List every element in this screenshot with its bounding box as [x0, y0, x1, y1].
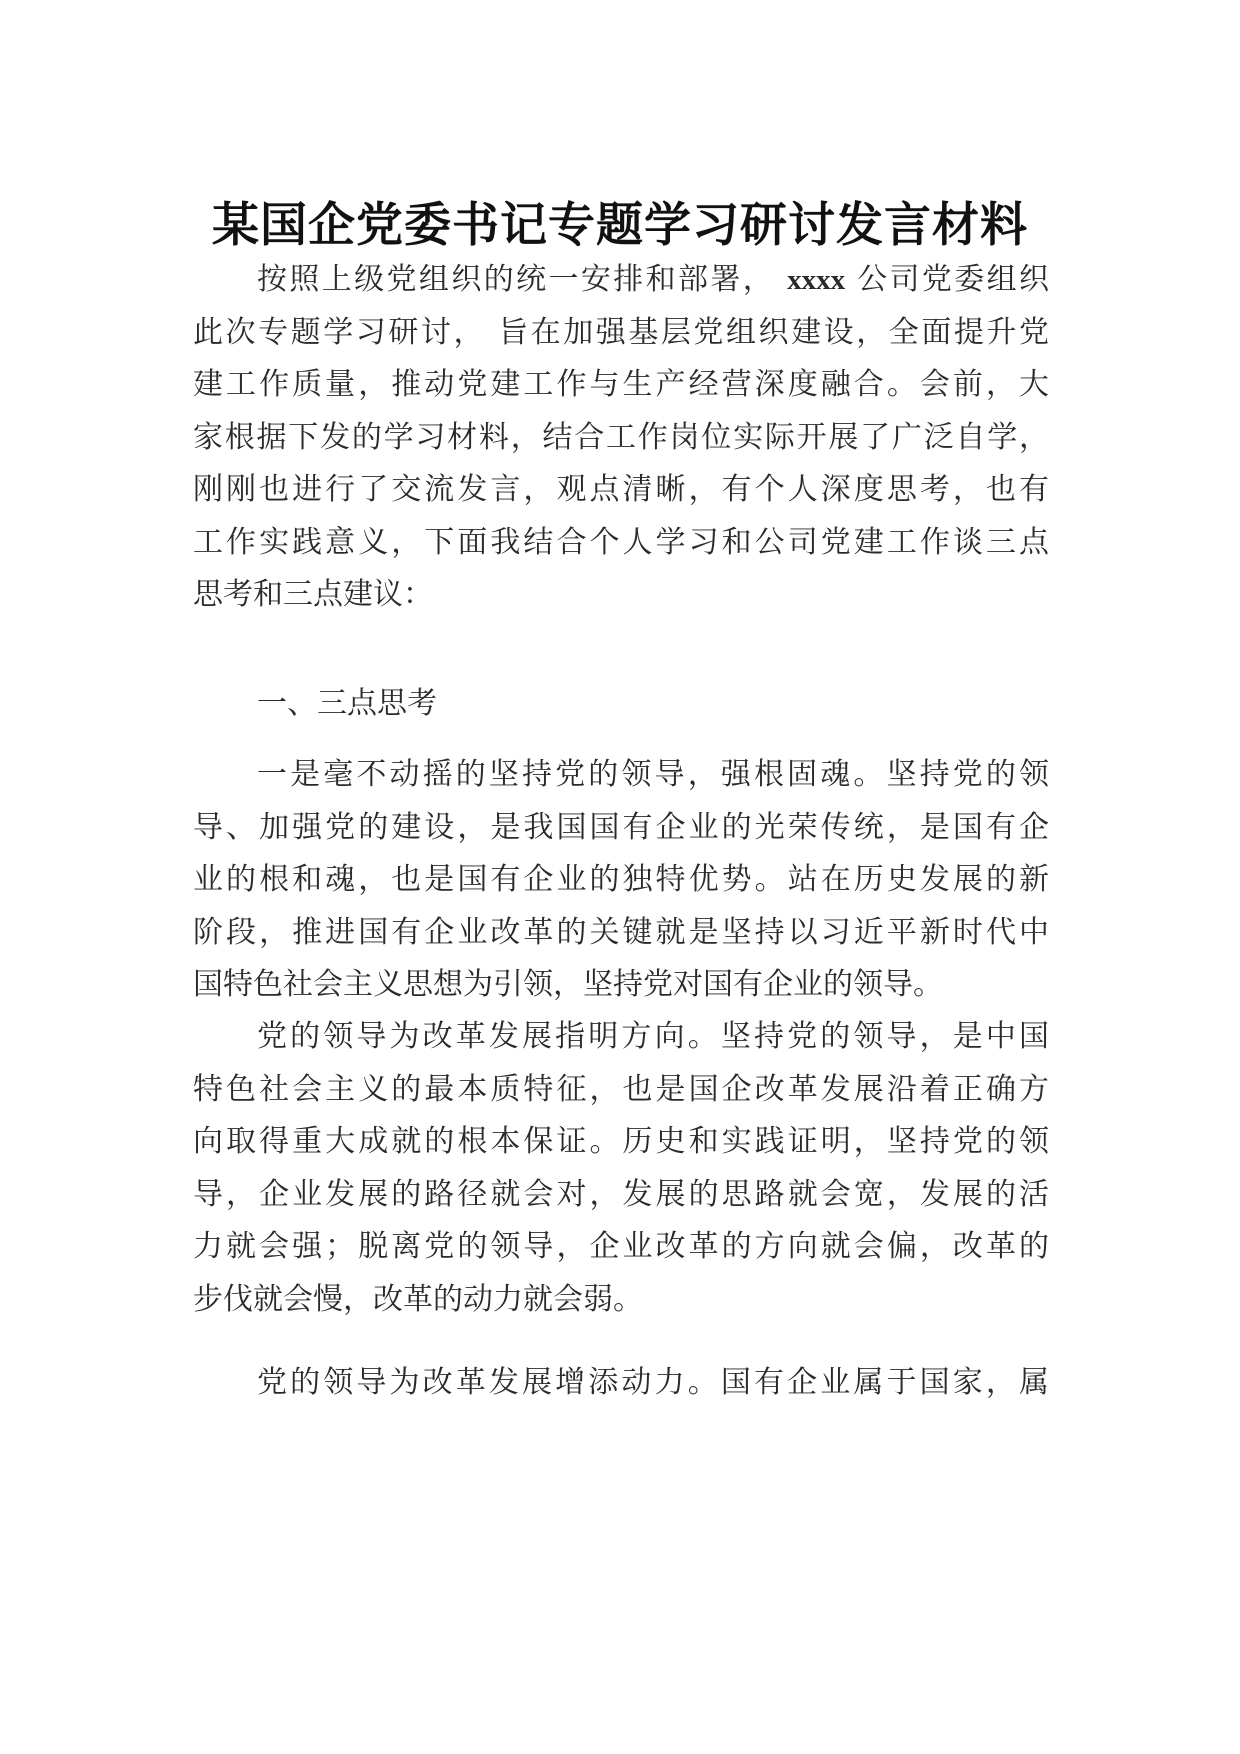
paragraph-line: 国特色社会主义思想为引领，坚持党对国有企业的领导。 — [193, 967, 943, 1002]
paragraph-line: 家根据下发的学习材料，结合工作岗位实际开展了广泛自学， — [193, 419, 1049, 455]
section-heading — [193, 678, 1049, 731]
paragraph-line: 导、加强党的建设，是我国国有企业的光荣传统，是国有企 — [193, 809, 1049, 845]
paragraph-line: 步伐就会慢，改革的动力就会弱。 — [193, 1281, 643, 1317]
section-heading-text: 一、三点思考 — [257, 686, 437, 721]
paragraph-line — [193, 254, 1049, 307]
paragraph-line: 此次专题学习研讨， 旨在加强基层党组织建设，全面提升党 — [193, 314, 1049, 350]
paragraph-line: 思考和三点建议： — [193, 577, 433, 612]
intro-line-1-part: 按照上级党组织的统一安排和部署， — [257, 262, 776, 297]
paragraph-line: 党的领导为改革发展增添动力。国有企业属于国家，属 — [257, 1365, 1049, 1400]
paragraph-line: 力就会强；脱离党的领导，企业改革的方向就会偏，改革的 — [193, 1229, 1049, 1264]
document-title: 某国企党委书记专题学习研讨发言材料 — [212, 198, 1028, 253]
paragraph-line: 向取得重大成就的根本保证。历史和实践证明，坚持党的领 — [193, 1124, 1049, 1159]
paragraph-line: 业的根和魂，也是国有企业的独特优势。站在历史发展的新 — [193, 862, 1049, 897]
paragraph-line: 党的领导为改革发展指明方向。坚持党的领导，是中国 — [257, 1019, 1049, 1054]
paragraph-point-one — [193, 749, 1049, 1012]
intro-line-1-rest: 公司党委组织 — [857, 262, 1050, 297]
paragraph-line: 工作实践意义，下面我结合个人学习和公司党建工作谈三点 — [193, 524, 1049, 560]
paragraph-line: 导，企业发展的路径就会对，发展的思路就会宽，发展的活 — [193, 1176, 1049, 1212]
company-placeholder: xxxx — [787, 264, 846, 296]
paragraph-intro — [193, 254, 1049, 622]
paragraph-direction — [193, 1011, 1049, 1326]
paragraph-line: 一是毫不动摇的坚持党的领导，强根固魂。坚持党的领 — [257, 757, 1049, 792]
paragraph-line: 特色社会主义的最本质特征，也是国企改革发展沿着正确方 — [193, 1071, 1049, 1107]
paragraph-momentum — [193, 1357, 1049, 1410]
paragraph-line: 刚刚也进行了交流发言，观点清晰，有个人深度思考，也有 — [193, 472, 1049, 507]
paragraph-line: 阶段，推进国有企业改革的关键就是坚持以习近平新时代中 — [193, 914, 1049, 950]
paragraph-line: 建工作质量，推动党建工作与生产经营深度融合。会前，大 — [193, 367, 1049, 402]
